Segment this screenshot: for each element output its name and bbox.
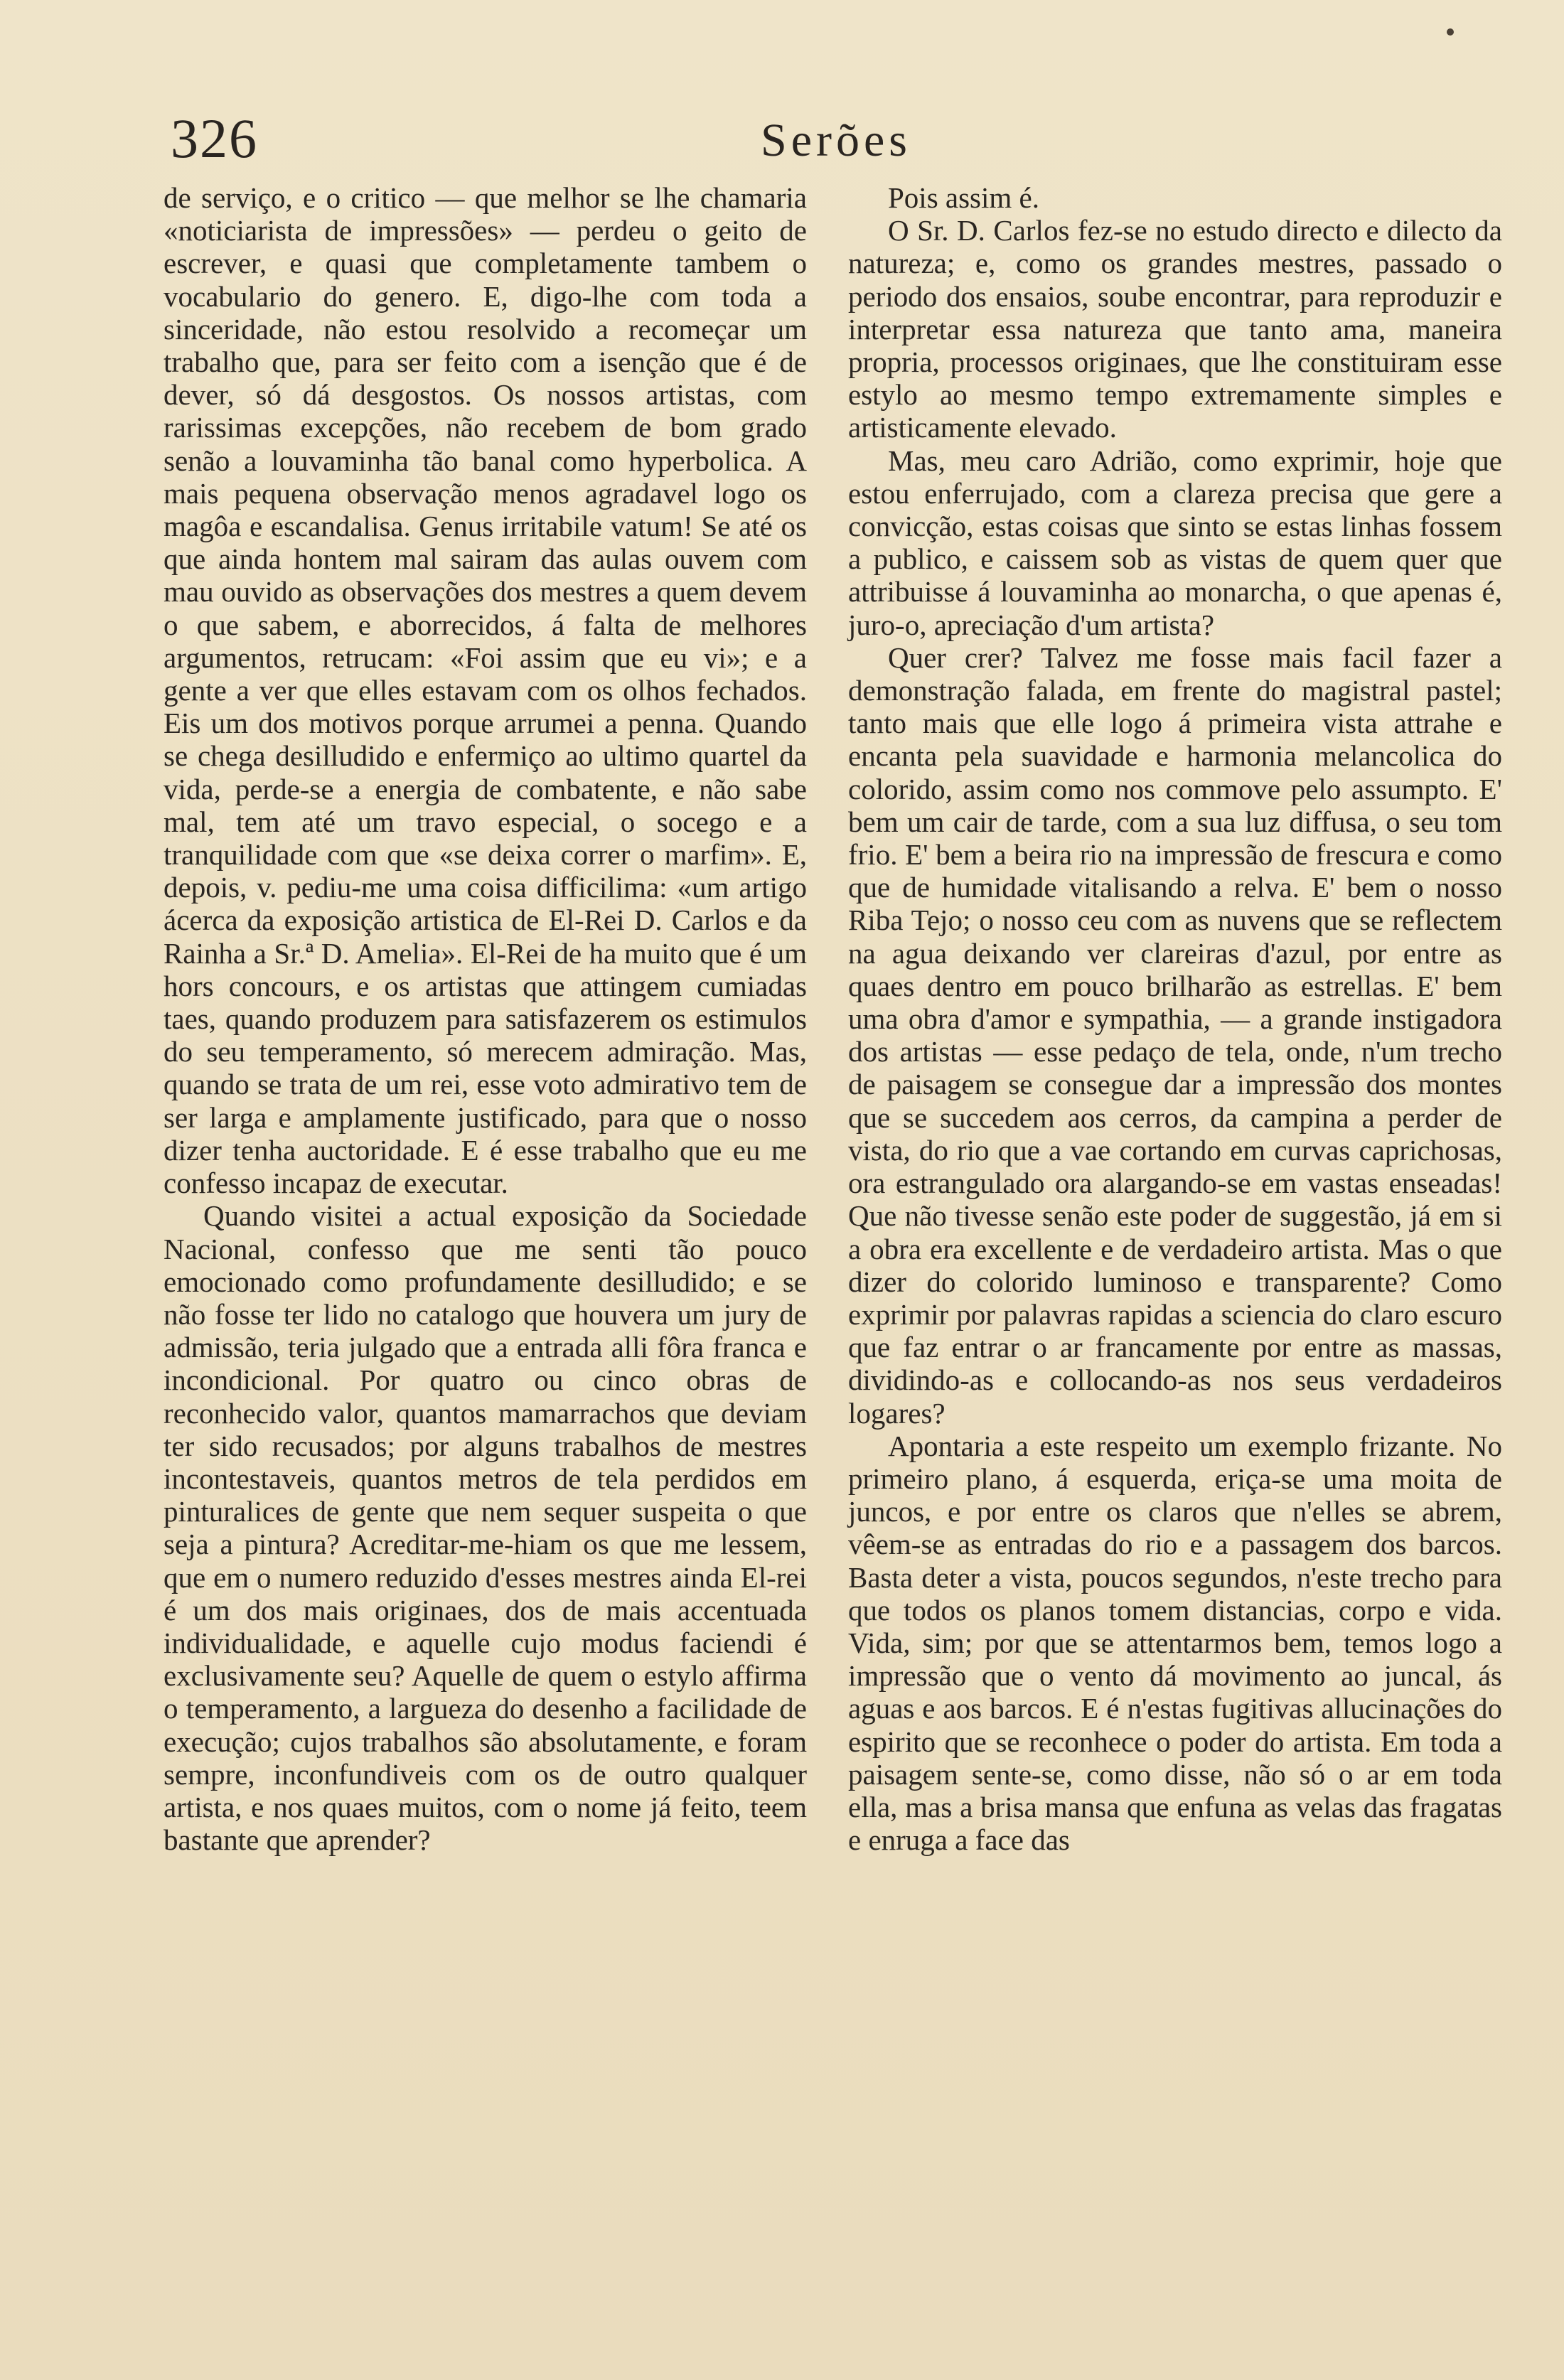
right-paragraph-5: Apontaria a este respeito um exemplo frizante. No primeiro plano, á esquerda, eriça-se uma moita de juncos, e por entre os claros que n'elles se abrem, vêem-se as entradas do rio e a passagem dos barcos. Basta deter a vista, poucos segundos, n'este trecho para que todos os planos tomem distancias, corpo e vida. Vida, sim; por que se attentarmos bem, temos logo a impressão que o vento dá movimento ao juncal, ás aguas e aos barcos. E é n'estas fugitivas allucinações do espirito que se reconhece o poder do artista. Em toda a paisagem sente-se, como disse, não só o ar em toda ella, mas a brisa mansa que enfuna as velas das fragatas e enruga a face das: [848, 1429, 1502, 1857]
page-number: 326: [171, 107, 258, 169]
left-paragraph-1: de serviço, e o critico — que melhor se lhe chamaria «noticiarista de impressões» — perdeu o geito de escrever, e quasi que completamente tambem o vocabulario do genero. E, digo-lhe com toda a sinceridade, não estou resolvido a recomeçar um trabalho que, para ser feito com a isenção que é de dever, só dá desgostos. Os nossos artistas, com rarissimas excepções, não recebem de bom grado senão a louvaminha tão banal como hyperbolica. A mais pequena observação menos agradavel logo os magôa e escandalisa. Genus irritabile vatum! Se até os que ainda hontem mal sairam das aulas ouvem com mau ouvido as observações dos mestres a quem devem o que sabem, e aborrecidos, á falta de melhores argumentos, retrucam: «Foi assim que eu vi»; e a gente a ver que elles estavam com os olhos fechados. Eis um dos motivos porque arrumei a penna. Quando se chega desilludido e enfermiço ao ultimo quartel da vida, perde-se a energia de combatente, e não sabe mal, tem até um travo especial, o socego e a tranquilidade com que «se deixa correr o marfim». E, depois, v. pediu-me uma coisa difficilima: «um artigo ácerca da exposição artistica de El-Rei D. Carlos e da Rainha a Sr.ª D. Amelia». El-Rei de ha muito que é um hors concours, e os artistas que attingem cumiadas taes, quando produzem para satisfazerem os estimulos do seu temperamento, só merecem admiração. Mas, quando se trata de um rei, esse voto admirativo tem de ser larga e amplamente justificado, para que o nosso dizer tenha auctoridade. E é esse trabalho que eu me confesso incapaz de executar.: [164, 181, 807, 1200]
right-paragraph-1: Pois assim é.: [888, 181, 1039, 214]
right-paragraph-2: O Sr. D. Carlos fez-se no estudo directo e dilecto da natureza; e, como os grandes mestres, passado o periodo dos ensaios, soube encontrar, para reproduzir e interpretar essa natureza que tanto ama, maneira propria, processos originaes, que lhe constituiram esse estylo ao mesmo tempo extremamente simples e artisticamente elevado.: [848, 214, 1502, 444]
right-paragraph-3: Mas, meu caro Adrião, como exprimir, hoje que estou enferrujado, com a clareza precisa que gere a convicção, estas coisas que sinto se estas linhas fossem a publico, e caissem sob as vistas de quem quer que attribuisse á louvaminha ao monarcha, o que apenas é, juro-o, apreciação d'um artista?: [848, 444, 1502, 641]
ink-speck: [1447, 28, 1454, 36]
left-paragraph-2: Quando visitei a actual exposição da Sociedade Nacional, confesso que me senti tão pouco emocionado como profundamente desilludido; e se não fosse ter lido no catalogo que houvera um jury de admissão, teria julgado que a entrada alli fôra franca e incondicional. Por quatro ou cinco obras de reconhecido valor, quantos mamarrachos que deviam ter sido recusados; por alguns trabalhos de mestres incontestaveis, quantos metros de tela perdidos em pinturalices de gente que nem sequer suspeita o que seja a pintura? Acreditar-me-hiam os que me lessem, que em o numero reduzido d'esses mestres ainda El-rei é um dos mais originaes, dos de mais accentuada individualidade, e aquelle cujo modus faciendi é exclusivamente seu? Aquelle de quem o estylo affirma o temperamento, a largueza do desenho a facilidade de execução; cujos trabalhos são absolutamente, e foram sempre, inconfundiveis com os de outro qualquer artista, e nos quaes muitos, com o nome já feito, teem bastante que aprender?: [164, 1199, 807, 1857]
right-column: [848, 181, 1502, 1856]
right-paragraph-4: Quer crer? Talvez me fosse mais facil fazer a demonstração falada, em frente do magistral pastel; tanto mais que elle logo á primeira vista attrahe e encanta pela suavidade e harmonia melancolica do colorido, assim como nos commove pelo assumpto. E' bem um cair de tarde, com a sua luz diffusa, o seu tom frio. E' bem a beira rio na impressão de frescura e como que de humidade vitalisando a relva. E' bem o nosso Riba Tejo; o nosso ceu com as nuvens que se reflectem na agua deixando ver clareiras d'azul, por entre as quaes dentro em pouco brilharão as estrellas. E' bem uma obra d'amor e sympathia, — a grande instigadora dos artistas — esse pedaço de tela, onde, n'um trecho de paisagem se consegue dar a impressão dos montes que se succedem aos cerros, da campina a perder de vista, do rio que a vae cortando em curvas caprichosas, ora estrangulado ora alargando-se em vastas enseadas! Que não tivesse senão este poder de suggestão, já em si a obra era excellente e de verdadeiro artista. Mas o que dizer do colorido luminoso e transparente? Como exprimir por palavras rapidas a sciencia do claro escuro que faz entrar o ar francamente por entre as massas, dividindo-as e collocando-as nos seus verdadeiros logares?: [848, 640, 1502, 1430]
running-head: Serões: [761, 114, 911, 166]
left-column: [164, 181, 807, 1856]
